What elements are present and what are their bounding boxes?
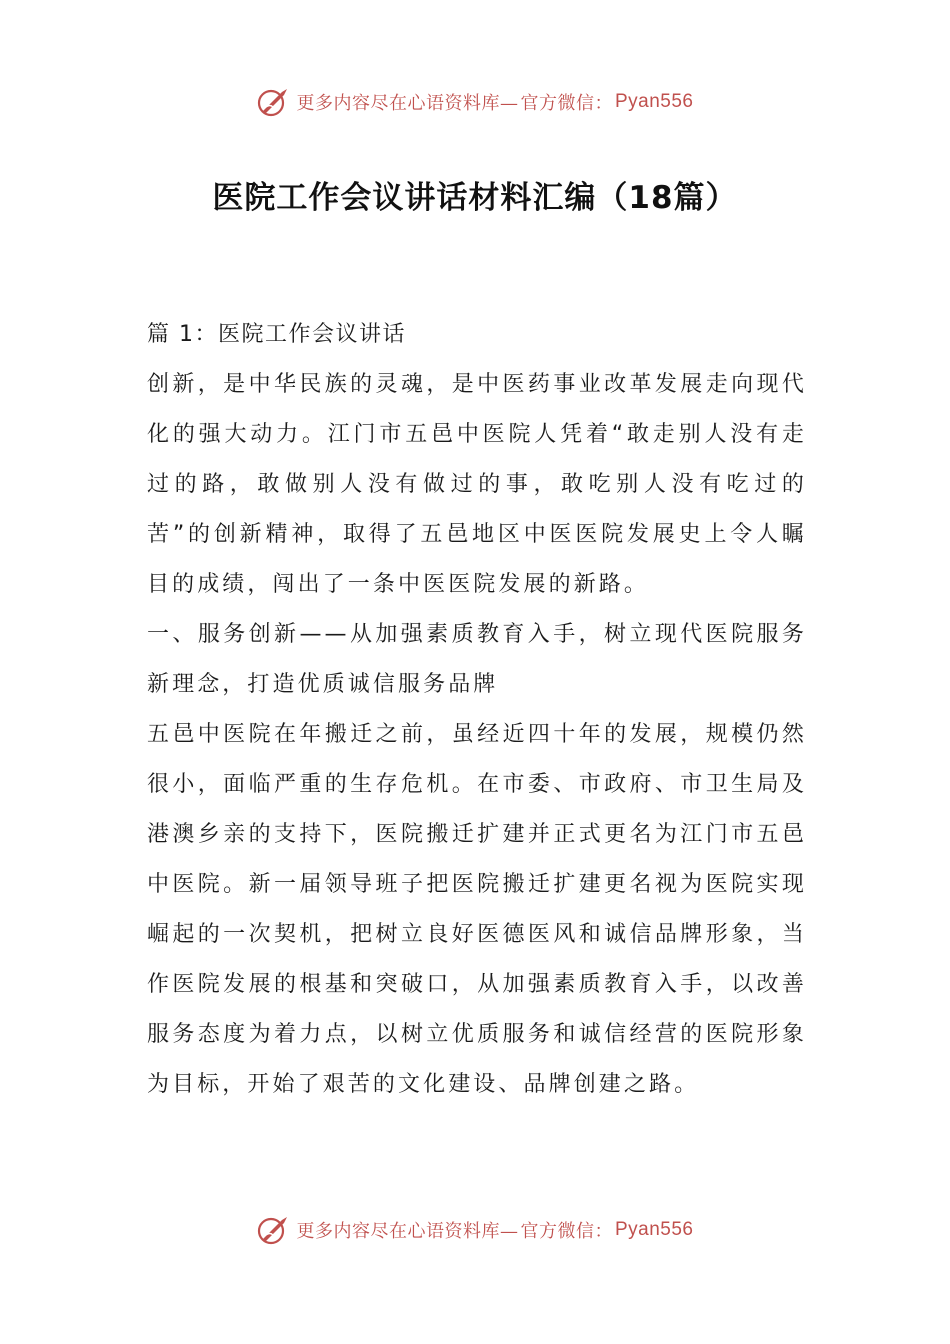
paragraph-intro: 创新，是中华民族的灵魂，是中医药事业改革发展走向现代化的强大动力。江门市五邑中医院人凭着“敢走别人没有走过的路，敢做别人没有做过的事，敢吃别人没有吃过的苦”的创新精神，取得了五邑地区中医医院发展史上令人瞩目的成绩，闯出了一条中医医院发展的新路。 xyxy=(147,372,807,597)
header-wechat-label: 官方微信： xyxy=(520,93,613,114)
footer-banner xyxy=(0,1210,950,1250)
footer-site-text: 更多内容尽在心语资料库— xyxy=(296,1221,519,1242)
header-banner xyxy=(0,82,950,122)
document-body xyxy=(147,310,807,1110)
footer-wechat-label: 官方微信： xyxy=(520,1221,613,1242)
header-site-text: 更多内容尽在心语资料库— xyxy=(296,93,519,114)
document-title: 医院工作会议讲话材料汇编（18篇） xyxy=(212,180,738,216)
pen-logo-icon xyxy=(256,1214,292,1246)
footer-wechat-id: Pyan556 xyxy=(614,1219,694,1240)
paragraph-history: 五邑中医院在年搬迁之前，虽经近四十年的发展，规模仍然很小，面临严重的生存危机。在市委、市政府、市卫生局及港澳乡亲的支持下，医院搬迁扩建并正式更名为江门市五邑中医院。新一届领导班子把医院搬迁扩建更名视为医院实现崛起的一次契机，把树立良好医德医风和诚信品牌形象，当作医院发展的根基和突破口，从加强素质教育入手，以改善服务态度为着力点，以树立优质服务和诚信经营的医院形象为目标，开始了艰苦的文化建设、品牌创建之路。 xyxy=(147,722,807,1097)
section-label: 篇 1：医院工作会议讲话 xyxy=(147,322,406,347)
paragraph-heading-service-innovation: 一、服务创新——从加强素质教育入手，树立现代医院服务新理念，打造优质诚信服务品牌 xyxy=(147,622,807,697)
pen-logo-icon xyxy=(256,86,292,118)
header-wechat-id: Pyan556 xyxy=(614,91,694,112)
